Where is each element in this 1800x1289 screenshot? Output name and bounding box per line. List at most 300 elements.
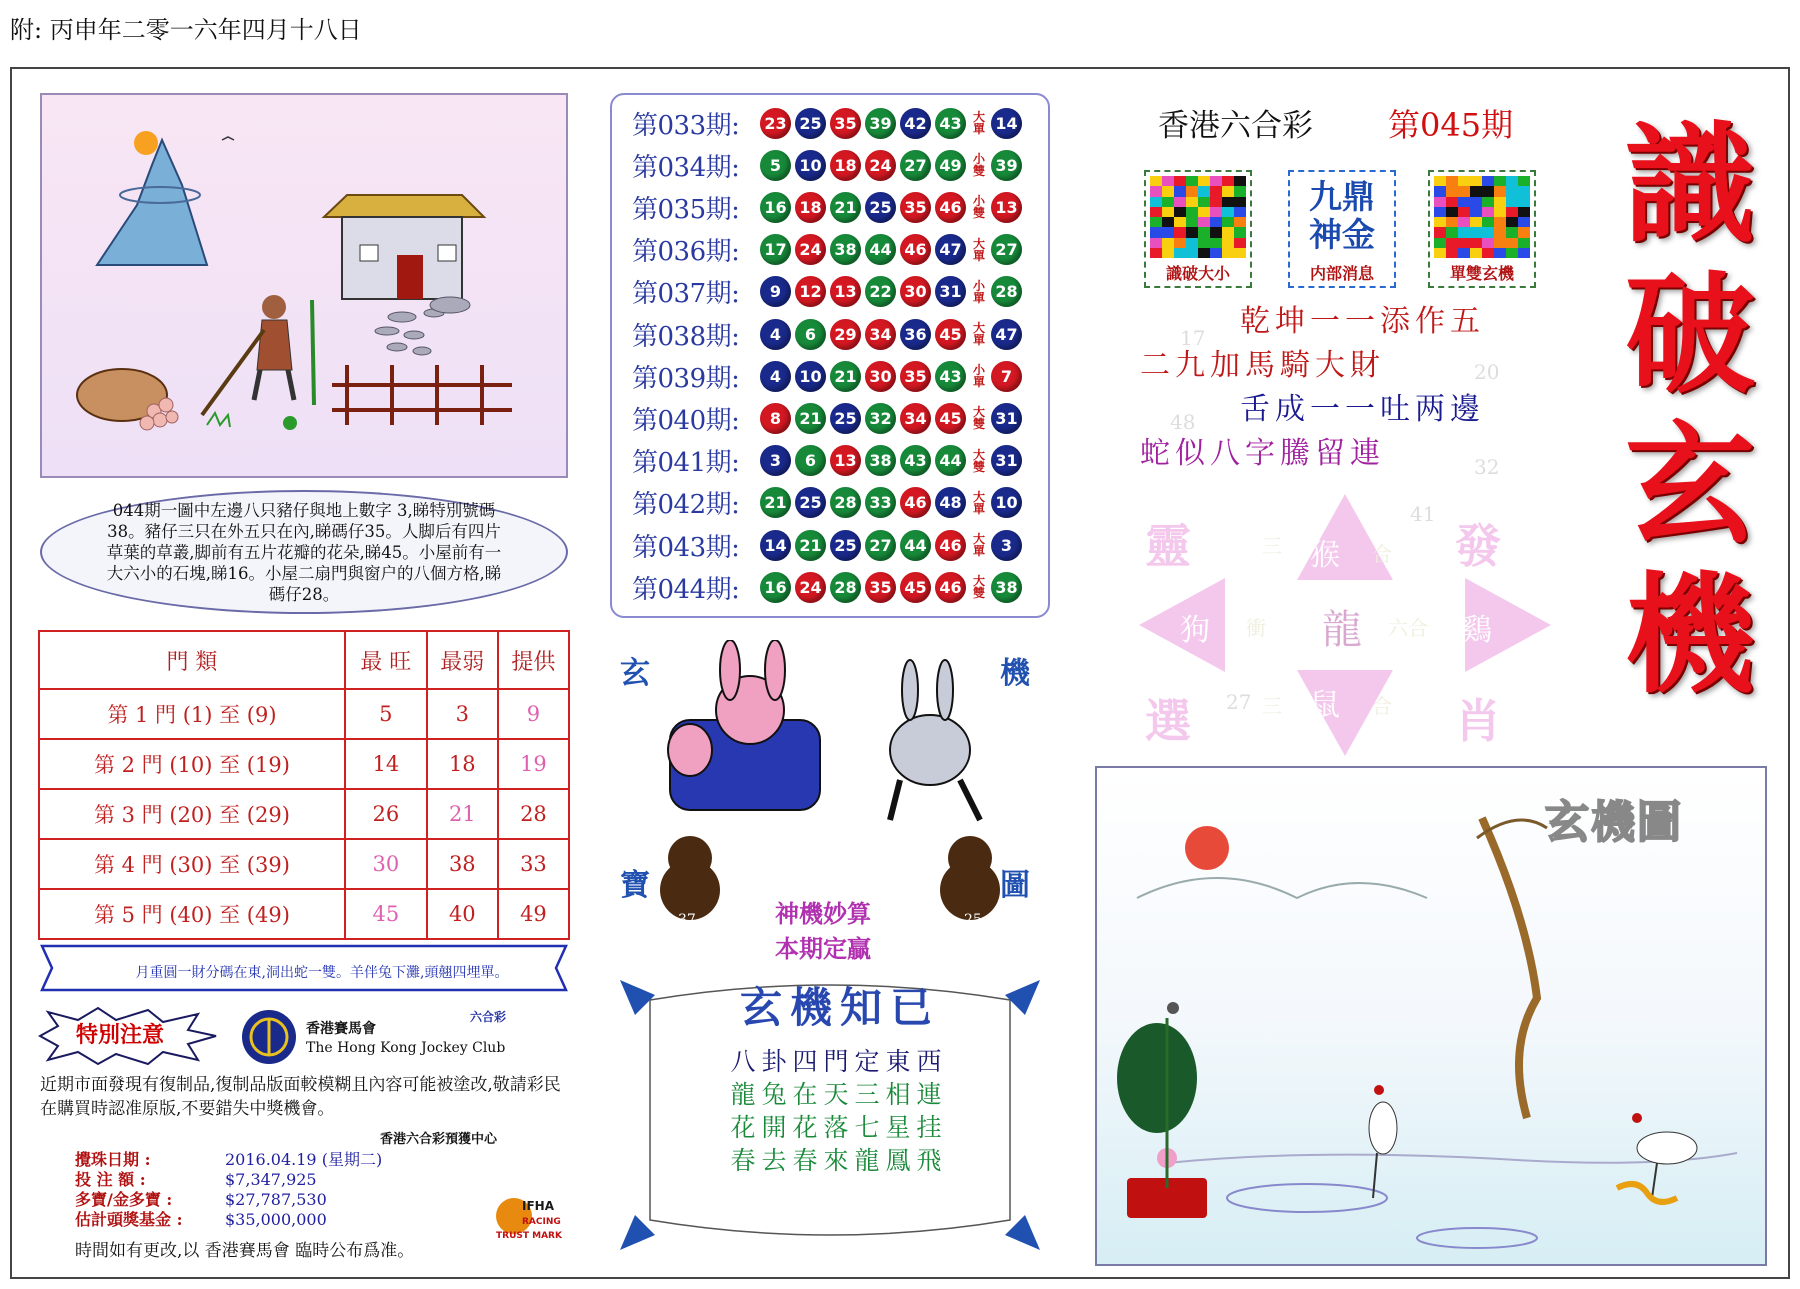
qr-cell bbox=[1234, 207, 1246, 217]
result-row bbox=[632, 358, 1026, 394]
qr-cell bbox=[1434, 238, 1446, 248]
divine-tag-line: 本期定贏 bbox=[775, 934, 871, 963]
qr-cell bbox=[1162, 207, 1174, 217]
prize-fund-label: 估計頭獎基金 : bbox=[75, 1210, 183, 1229]
result-row bbox=[632, 443, 1026, 479]
result-period-label: 第035期: bbox=[632, 194, 740, 225]
qr-cell bbox=[1470, 238, 1482, 248]
qr-cell bbox=[1506, 238, 1518, 248]
qr-cell bbox=[1458, 248, 1470, 258]
result-row bbox=[632, 274, 1026, 310]
main-title-char: 識 bbox=[1624, 108, 1755, 261]
riddle-line: 舌成一一吐两邊 bbox=[1240, 392, 1485, 427]
result-row bbox=[632, 485, 1026, 521]
result-ball: 29 bbox=[830, 319, 861, 350]
qr-code-big-small[interactable] bbox=[1144, 170, 1252, 288]
qr-cell bbox=[1446, 197, 1458, 207]
qr-cell bbox=[1210, 217, 1222, 227]
result-ball: 25 bbox=[865, 192, 896, 223]
crane-icon bbox=[1369, 1085, 1397, 1198]
qr-cell bbox=[1222, 176, 1234, 186]
result-ball: 13 bbox=[830, 445, 861, 476]
door-max: 30 bbox=[345, 839, 427, 889]
result-ball: 42 bbox=[900, 108, 931, 139]
qr-cell bbox=[1198, 217, 1210, 227]
jackpot-value: $27,787,530 bbox=[225, 1190, 327, 1209]
result-row bbox=[632, 147, 1026, 183]
table-header-row bbox=[39, 631, 569, 689]
qr-cell bbox=[1198, 248, 1210, 258]
result-period-label: 第036期: bbox=[632, 237, 740, 268]
result-special-ball: 47 bbox=[991, 319, 1022, 350]
qr-cell bbox=[1518, 197, 1530, 207]
door-min: 18 bbox=[427, 739, 498, 789]
result-period-label: 第033期: bbox=[632, 110, 740, 141]
result-attribute: 大單 bbox=[972, 321, 985, 347]
result-ball: 16 bbox=[760, 192, 791, 223]
date-header: 附: 丙申年二零一六年四月十八日 bbox=[10, 16, 362, 44]
mystery-picture-label: 玄機圖 bbox=[1545, 797, 1683, 848]
result-attribute: 大單 bbox=[972, 532, 985, 558]
qr-cell bbox=[1482, 248, 1494, 258]
qr-cell bbox=[1518, 238, 1530, 248]
draw-info-row bbox=[75, 1170, 382, 1190]
result-ball: 5 bbox=[760, 150, 791, 181]
result-period-label: 第044期: bbox=[632, 574, 740, 605]
qr-cell bbox=[1234, 248, 1246, 258]
svg-text:RACING: RACING bbox=[522, 1217, 561, 1227]
result-ball: 35 bbox=[900, 361, 931, 392]
door-label: 第 1 門 (1) 至 (9) bbox=[39, 689, 345, 739]
result-attribute: 大單 bbox=[972, 236, 985, 263]
result-period-label: 第034期: bbox=[632, 152, 740, 183]
notice-body: 近期市面發現有復制品,復制品版面較模糊且內容可能被塗改,敬請彩民在購買時認准原版,不要錯失中獎機會。 bbox=[40, 1075, 561, 1119]
compass-small: 衝 bbox=[1246, 616, 1266, 640]
compass-small: 合 bbox=[1372, 694, 1392, 718]
result-period-label: 第041期: bbox=[632, 448, 740, 479]
hkjc-name-en: The Hong Kong Jockey Club bbox=[306, 1040, 506, 1056]
banner-text: 月重圓一財分碼在東,洞出蛇一雙。羊伴兔下灘,頭翹四埋單。 bbox=[135, 965, 509, 981]
qr-cell bbox=[1210, 197, 1222, 207]
qr-cell bbox=[1174, 186, 1186, 196]
qr-code-odd-even[interactable] bbox=[1428, 170, 1536, 288]
scroll-poem bbox=[704, 1045, 974, 1177]
results-panel bbox=[610, 93, 1050, 618]
pig-icon bbox=[77, 369, 178, 430]
mark6-logo: 六合彩 bbox=[470, 1010, 507, 1024]
scroll-title: 玄機知已 bbox=[739, 983, 940, 1032]
door-label: 第 4 門 (30) 至 (39) bbox=[39, 839, 345, 889]
door-give: 49 bbox=[498, 889, 569, 939]
result-special-ball: 13 bbox=[991, 192, 1022, 223]
draw-info-row bbox=[75, 1150, 382, 1170]
notice-title: 特別注意 bbox=[76, 1022, 165, 1048]
result-ball: 27 bbox=[865, 530, 896, 561]
qr-cell bbox=[1210, 207, 1222, 217]
qr-cell bbox=[1174, 248, 1186, 258]
qr-cell bbox=[1458, 227, 1470, 237]
qr-cell bbox=[1162, 186, 1174, 196]
result-ball: 45 bbox=[900, 572, 931, 603]
qr-caption: 單雙玄機 bbox=[1449, 264, 1514, 283]
result-ball: 23 bbox=[760, 108, 791, 139]
result-ball: 43 bbox=[935, 108, 966, 139]
result-ball: 21 bbox=[795, 403, 826, 434]
farmer-icon bbox=[202, 295, 314, 415]
qr-cell bbox=[1470, 197, 1482, 207]
result-ball: 48 bbox=[935, 487, 966, 518]
result-ball: 46 bbox=[900, 234, 931, 265]
result-ball: 9 bbox=[760, 276, 791, 307]
result-special-ball: 10 bbox=[991, 487, 1022, 518]
compass-center: 龍 bbox=[1322, 607, 1362, 653]
qr-cell bbox=[1174, 176, 1186, 186]
result-ball: 4 bbox=[760, 361, 791, 392]
result-ball: 38 bbox=[865, 445, 896, 476]
result-ball: 6 bbox=[795, 319, 826, 350]
result-ball: 21 bbox=[795, 530, 826, 561]
qr-cell bbox=[1162, 217, 1174, 227]
result-ball: 24 bbox=[865, 150, 896, 181]
monkey-icon bbox=[940, 836, 1000, 920]
result-ball: 44 bbox=[865, 234, 896, 265]
jackpot-label: 多寶/金多寶 : bbox=[75, 1190, 173, 1209]
qr-cell bbox=[1210, 238, 1222, 248]
qr-cell bbox=[1446, 207, 1458, 217]
clue-description: 044期一圖中左邊八只豬仔與地上數字 3,睇特別號碼38。豬仔三只在外五只在內,睇碼仔35。人脚后有四片草葉的草叢,脚前有五片花瓣的花朵,睇45。小屋前有一大六小的石塊,睇16。小屋二扇門與窗户的八個方格,睇碼仔28。 bbox=[40, 490, 568, 614]
door-min: 40 bbox=[427, 889, 498, 939]
qr-cell bbox=[1198, 186, 1210, 196]
result-ball: 27 bbox=[900, 150, 931, 181]
qr-cell bbox=[1506, 207, 1518, 217]
result-ball: 22 bbox=[865, 276, 896, 307]
door-table bbox=[38, 630, 570, 940]
qr-cell bbox=[1174, 197, 1186, 207]
result-special-ball: 27 bbox=[991, 234, 1022, 265]
qr-cell bbox=[1150, 248, 1162, 258]
issue-number: 第045期 bbox=[1388, 106, 1514, 144]
result-row bbox=[632, 400, 1026, 436]
result-special-ball: 3 bbox=[991, 530, 1022, 561]
qr-cell bbox=[1506, 217, 1518, 227]
corner-char: 機 bbox=[1000, 656, 1030, 691]
poem-line: 春去春來龍鳳飛 bbox=[730, 1146, 948, 1175]
poem-line: 花開花落七星挂 bbox=[730, 1113, 948, 1142]
qr-cell bbox=[1234, 227, 1246, 237]
qr-cell bbox=[1162, 197, 1174, 207]
qr-cell bbox=[1210, 186, 1222, 196]
door-max: 45 bbox=[345, 889, 427, 939]
qr-cell bbox=[1210, 248, 1222, 258]
qr-cell bbox=[1458, 186, 1470, 196]
qr-cell bbox=[1446, 176, 1458, 186]
notice-signature: 香港六合彩預獲中心 bbox=[380, 1132, 498, 1147]
riddle-line: 二九加馬騎大財 bbox=[1140, 348, 1385, 383]
result-special-ball: 28 bbox=[991, 276, 1022, 307]
qr-cell bbox=[1458, 197, 1470, 207]
sun-icon bbox=[134, 131, 158, 155]
qr-cell bbox=[1506, 227, 1518, 237]
result-ball: 14 bbox=[760, 530, 791, 561]
door-min: 38 bbox=[427, 839, 498, 889]
compass-top: 猴 bbox=[1310, 538, 1340, 573]
compass-corner: 靈 bbox=[1145, 519, 1191, 573]
door-min: 3 bbox=[427, 689, 498, 739]
riddle-illustration bbox=[42, 95, 566, 476]
qr-cell bbox=[1494, 176, 1506, 186]
result-ball: 25 bbox=[795, 108, 826, 139]
divine-tag bbox=[748, 894, 898, 964]
result-attribute: 小單 bbox=[972, 363, 985, 390]
qr-cell bbox=[1518, 176, 1530, 186]
result-ball: 34 bbox=[900, 403, 931, 434]
faint-number: 32 bbox=[1474, 455, 1500, 479]
result-attribute: 大雙 bbox=[972, 447, 985, 474]
qr-cell bbox=[1162, 176, 1174, 186]
qr-cell bbox=[1174, 217, 1186, 227]
compass-small: 六合 bbox=[1388, 616, 1428, 640]
result-period-label: 第040期: bbox=[632, 405, 740, 436]
qr-pattern bbox=[1434, 176, 1530, 258]
table-header: 最弱 bbox=[427, 631, 498, 689]
result-ball: 16 bbox=[760, 572, 791, 603]
qr-cell bbox=[1198, 227, 1210, 237]
mountain-icon bbox=[1137, 878, 1427, 898]
result-attribute: 小單 bbox=[972, 278, 985, 305]
result-ball: 46 bbox=[935, 572, 966, 603]
rabbit-icon bbox=[890, 660, 980, 820]
qr-cell bbox=[1518, 248, 1530, 258]
result-row bbox=[632, 569, 1026, 605]
result-ball: 46 bbox=[900, 487, 931, 518]
result-ball: 25 bbox=[830, 530, 861, 561]
result-ball: 43 bbox=[935, 361, 966, 392]
qr-cell bbox=[1506, 186, 1518, 196]
qr-cell bbox=[1470, 186, 1482, 196]
riddle-line: 乾坤一一添作五 bbox=[1240, 304, 1485, 339]
riddle-picture bbox=[40, 93, 568, 478]
qr-cell bbox=[1162, 248, 1174, 258]
qr-cell bbox=[1434, 227, 1446, 237]
result-ball: 46 bbox=[935, 530, 966, 561]
hkjc-name-cn: 香港賽馬會 bbox=[306, 1021, 376, 1037]
qr-cell bbox=[1222, 197, 1234, 207]
qr-cell bbox=[1470, 217, 1482, 227]
qr-cell bbox=[1434, 248, 1446, 258]
result-ball: 25 bbox=[830, 403, 861, 434]
result-row bbox=[632, 105, 1026, 141]
result-ball: 35 bbox=[900, 192, 931, 223]
table-row bbox=[39, 839, 569, 889]
corner-char: 寶 bbox=[620, 868, 650, 903]
result-attribute: 大雙 bbox=[972, 574, 985, 601]
compass-left: 狗 bbox=[1180, 613, 1210, 648]
result-ball: 4 bbox=[760, 319, 791, 350]
result-special-ball: 38 bbox=[991, 572, 1022, 603]
compass-small: 三 bbox=[1262, 534, 1282, 558]
qr-cell bbox=[1518, 217, 1530, 227]
qr-center-text: 九鼎神金 bbox=[1309, 177, 1375, 254]
qr-cell bbox=[1506, 248, 1518, 258]
ifha-logo-icon bbox=[492, 1186, 572, 1246]
result-ball: 10 bbox=[795, 361, 826, 392]
door-give: 33 bbox=[498, 839, 569, 889]
qr-cell bbox=[1174, 238, 1186, 248]
compass-small: 三 bbox=[1262, 694, 1282, 718]
result-ball: 28 bbox=[830, 487, 861, 518]
sun-icon bbox=[1185, 826, 1229, 870]
qr-cell bbox=[1494, 248, 1506, 258]
result-ball: 38 bbox=[830, 234, 861, 265]
qr-cell bbox=[1222, 217, 1234, 227]
qr-cell bbox=[1470, 248, 1482, 258]
result-ball: 30 bbox=[900, 276, 931, 307]
result-ball: 32 bbox=[865, 403, 896, 434]
qr-cell bbox=[1518, 207, 1530, 217]
result-period-label: 第039期: bbox=[632, 363, 740, 394]
table-header: 最 旺 bbox=[345, 631, 427, 689]
result-ball: 34 bbox=[865, 319, 896, 350]
snake-icon bbox=[1617, 1184, 1677, 1202]
qr-cell bbox=[1446, 238, 1458, 248]
door-give: 9 bbox=[498, 689, 569, 739]
qr-cell bbox=[1150, 197, 1162, 207]
qr-cell bbox=[1186, 186, 1198, 196]
flower-icon bbox=[283, 416, 297, 430]
qr-cell bbox=[1434, 207, 1446, 217]
lotus-icon bbox=[1117, 1018, 1207, 1218]
result-ball: 36 bbox=[900, 319, 931, 350]
grass-icon bbox=[207, 413, 230, 427]
turnover-value: $7,347,925 bbox=[225, 1170, 317, 1189]
qr-cell bbox=[1234, 238, 1246, 248]
monkey-icon bbox=[660, 836, 720, 920]
result-ball: 45 bbox=[935, 403, 966, 434]
faint-number: 17 bbox=[1180, 326, 1206, 350]
qr-cell bbox=[1198, 176, 1210, 186]
qr-cell bbox=[1222, 186, 1234, 196]
faint-number: 48 bbox=[1170, 410, 1196, 434]
door-give: 19 bbox=[498, 739, 569, 789]
result-ball: 45 bbox=[935, 319, 966, 350]
result-attribute: 小雙 bbox=[972, 152, 985, 179]
qr-caption: 識破大小 bbox=[1165, 264, 1230, 283]
qr-cell bbox=[1494, 207, 1506, 217]
result-attribute: 大單 bbox=[972, 110, 985, 136]
result-ball: 17 bbox=[760, 234, 791, 265]
qr-caption: 内部消息 bbox=[1309, 264, 1374, 283]
draw-info-row bbox=[75, 1210, 382, 1230]
qr-cell bbox=[1234, 217, 1246, 227]
result-attribute: 小雙 bbox=[972, 194, 985, 221]
compass-right: 鷄 bbox=[1462, 613, 1492, 648]
result-ball: 33 bbox=[865, 487, 896, 518]
result-row bbox=[632, 189, 1026, 225]
qr-cell bbox=[1150, 238, 1162, 248]
main-title-char: 玄 bbox=[1624, 408, 1755, 561]
result-ball: 47 bbox=[935, 234, 966, 265]
door-max: 26 bbox=[345, 789, 427, 839]
qr-cell bbox=[1150, 186, 1162, 196]
result-ball: 39 bbox=[865, 108, 896, 139]
result-ball: 44 bbox=[900, 530, 931, 561]
pig-in-bed-icon bbox=[668, 640, 820, 810]
qr-cell bbox=[1186, 248, 1198, 258]
result-ball: 24 bbox=[795, 234, 826, 265]
main-title bbox=[1610, 110, 1770, 710]
draw-date-label: 攪珠日期 : bbox=[75, 1150, 151, 1169]
svg-text:TRUST MARK: TRUST MARK bbox=[496, 1231, 562, 1241]
result-special-ball: 7 bbox=[991, 361, 1022, 392]
qr-cell bbox=[1150, 176, 1162, 186]
poem-line: 八卦四門定東西 bbox=[730, 1047, 948, 1076]
qr-cell bbox=[1210, 227, 1222, 237]
compass-corner: 發 bbox=[1455, 519, 1501, 573]
table-row bbox=[39, 889, 569, 939]
svg-text:IFHA: IFHA bbox=[522, 1199, 554, 1213]
qr-code-inside-news[interactable] bbox=[1288, 170, 1396, 288]
poem-line: 龍兔在天三相連 bbox=[730, 1080, 948, 1109]
qr-cell bbox=[1434, 176, 1446, 186]
qr-cell bbox=[1150, 217, 1162, 227]
monkey-number: 37 bbox=[678, 912, 696, 928]
compass-bottom: 鼠 bbox=[1310, 688, 1340, 723]
result-special-ball: 14 bbox=[991, 108, 1022, 139]
qr-cell bbox=[1482, 186, 1494, 196]
qr-cell bbox=[1234, 186, 1246, 196]
qr-cell bbox=[1494, 197, 1506, 207]
door-max: 14 bbox=[345, 739, 427, 789]
prize-fund-value: $35,000,000 bbox=[225, 1210, 327, 1229]
qr-cell bbox=[1458, 176, 1470, 186]
qr-cell bbox=[1446, 217, 1458, 227]
draw-info-row bbox=[75, 1190, 382, 1210]
qr-cell bbox=[1482, 176, 1494, 186]
qr-cell bbox=[1198, 197, 1210, 207]
tree-icon bbox=[1482, 818, 1537, 1118]
main-title-char: 破 bbox=[1624, 258, 1755, 411]
turnover-label: 投 注 額 : bbox=[75, 1170, 146, 1189]
qr-cell bbox=[1506, 176, 1518, 186]
divine-tag-line: 神機妙算 bbox=[775, 899, 871, 928]
house-roof bbox=[324, 195, 484, 217]
door-give: 28 bbox=[498, 789, 569, 839]
result-ball: 3 bbox=[760, 445, 791, 476]
door-min: 21 bbox=[427, 789, 498, 839]
qr-cell bbox=[1222, 207, 1234, 217]
qr-cell bbox=[1222, 248, 1234, 258]
qr-cell bbox=[1446, 227, 1458, 237]
qr-cell bbox=[1222, 238, 1234, 248]
hkjc-logo-icon bbox=[240, 1008, 298, 1066]
result-ball: 6 bbox=[795, 445, 826, 476]
result-ball: 43 bbox=[900, 445, 931, 476]
table-row bbox=[39, 739, 569, 789]
result-ball: 18 bbox=[795, 192, 826, 223]
qr-cell bbox=[1518, 227, 1530, 237]
qr-cell bbox=[1482, 227, 1494, 237]
qr-cell bbox=[1150, 227, 1162, 237]
monkey-number: 25 bbox=[964, 912, 982, 928]
qr-cell bbox=[1494, 227, 1506, 237]
main-title-char: 機 bbox=[1624, 558, 1755, 711]
qr-cell bbox=[1482, 207, 1494, 217]
qr-cell bbox=[1186, 238, 1198, 248]
result-ball: 21 bbox=[830, 361, 861, 392]
qr-cell bbox=[1458, 238, 1470, 248]
qr-cell bbox=[1446, 186, 1458, 196]
result-period-label: 第042期: bbox=[632, 490, 740, 521]
